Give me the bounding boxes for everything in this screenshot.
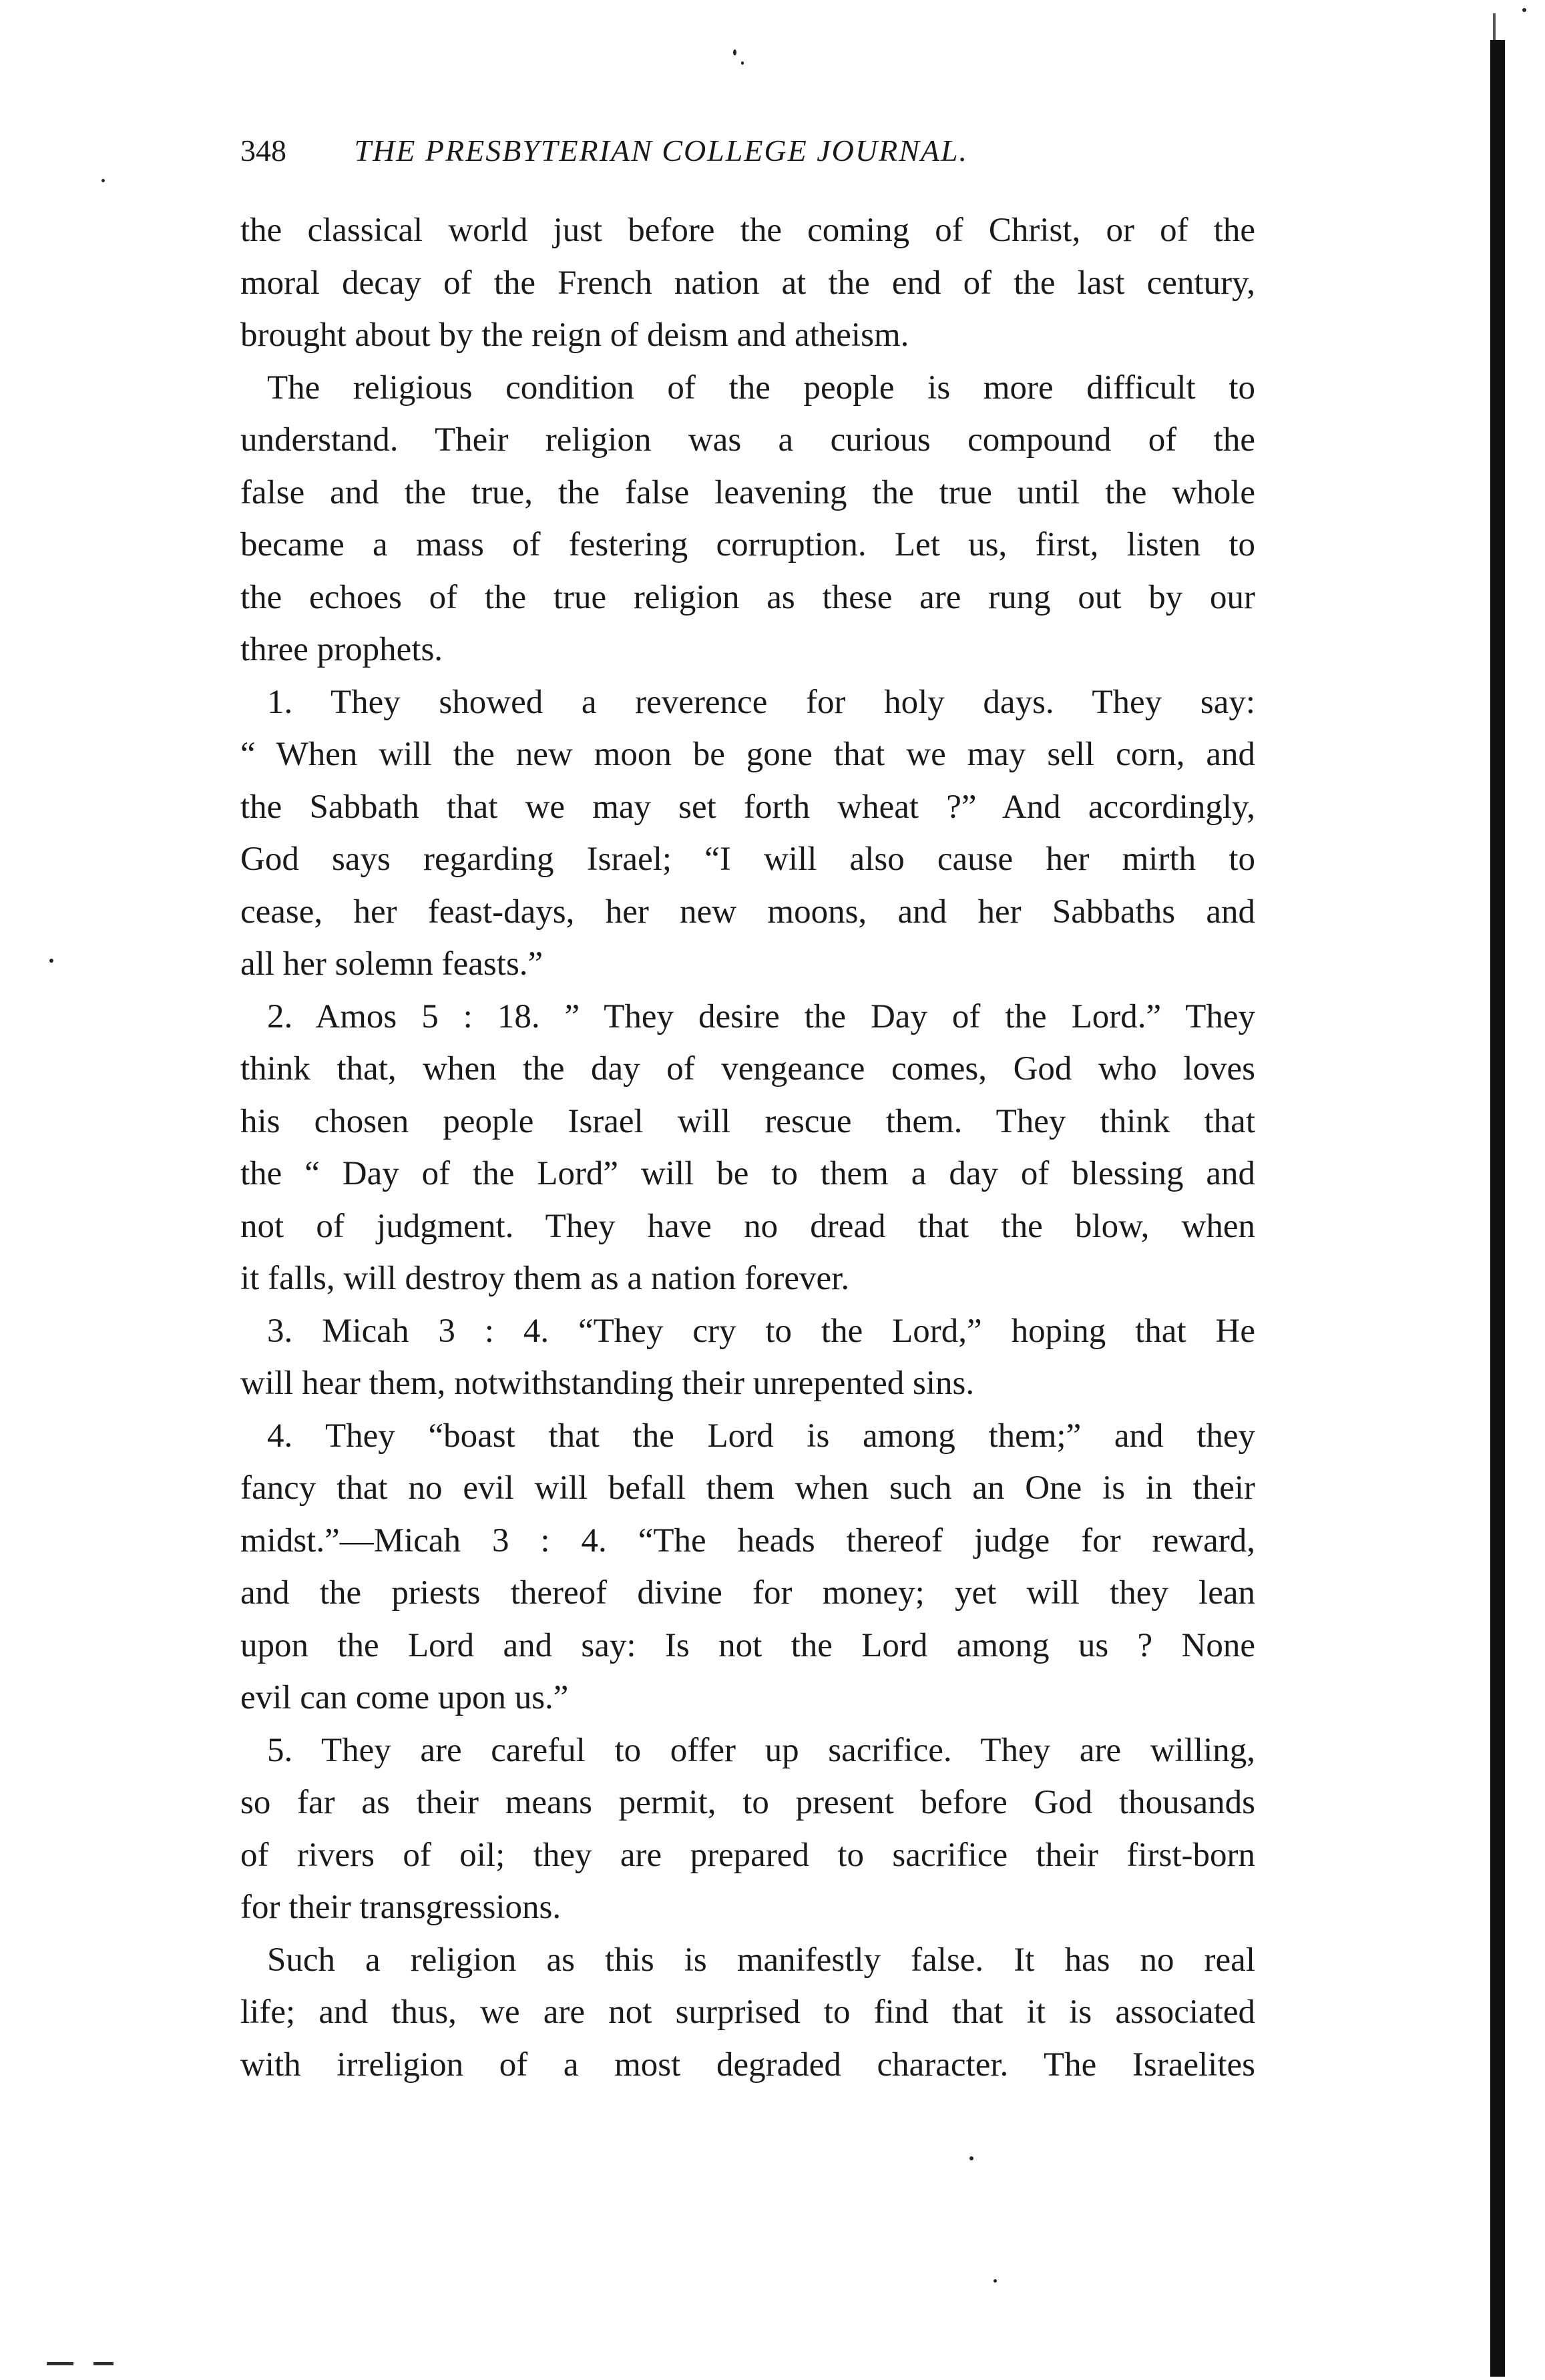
text-line: brought about by the reign of deism and atheism.: [240, 316, 909, 354]
scan-speck: [733, 49, 736, 55]
text-line: 2. Amos 5 : 18. ” They desire the Day of the Lord.” They: [267, 997, 1255, 1035]
text-line: 5. They are careful to offer up sacrifice. They are willing,: [267, 1731, 1255, 1769]
running-title: THE PRESBYTERIAN COLLEGE JOURNAL.: [354, 134, 969, 168]
text-line: so far as their means permit, to present before God thousands: [240, 1784, 1255, 1821]
text-line: the Sabbath that we may set forth wheat ?” And accordingly,: [240, 788, 1255, 826]
scan-speck: [101, 179, 105, 182]
text-line: God says regarding Israel; “I will also cause her mirth to: [240, 841, 1255, 878]
scan-speck: [741, 61, 744, 65]
text-line: 3. Micah 3 : 4. “They cry to the Lord,” hoping that He: [267, 1312, 1255, 1350]
text-line: moral decay of the French nation at the end of the last century,: [240, 264, 1255, 302]
text-line: midst.”—Micah 3 : 4. “The heads thereof judge for reward,: [240, 1521, 1255, 1560]
text-line: fancy that no evil will befall them when such an One is in their: [240, 1469, 1255, 1507]
text-line: The religious condition of the people is more difficult to: [267, 369, 1255, 407]
text-line: upon the Lord and say: Is not the Lord among us ? None: [240, 1626, 1255, 1664]
body-text: [240, 204, 1255, 2091]
scan-mark: [47, 2362, 73, 2365]
scan-binding-edge: [1490, 40, 1505, 2377]
scan-mark: [93, 2362, 114, 2365]
text-line: think that, when the day of vengeance comes, God who loves: [240, 1050, 1255, 1088]
scan-speck: [1522, 8, 1526, 12]
text-line: and the priests thereof divine for money; yet will they lean: [240, 1574, 1255, 1612]
text-line: with irreligion of a most degraded character. The Israelites: [240, 2046, 1255, 2084]
text-line: 1. They showed a reverence for holy days. They say:: [267, 683, 1255, 721]
text-line: will hear them, notwithstanding their unrepented sins.: [240, 1365, 975, 1402]
text-line: not of judgment. They have no dread that the blow, when: [240, 1207, 1255, 1245]
text-line: understand. Their religion was a curious compound of the: [240, 421, 1255, 459]
text-line: his chosen people Israel will rescue them. They think that: [240, 1102, 1255, 1140]
scan-speck: [49, 959, 53, 963]
scan-edge-mark: [1493, 13, 1496, 40]
scan-bottom-marks: [47, 2357, 147, 2361]
text-line: 4. They “boast that the Lord is among them;” and they: [267, 1417, 1255, 1455]
text-line: it falls, will destroy them as a nation forever.: [240, 1260, 850, 1297]
page-header: [240, 131, 1269, 171]
text-line: false and the true, the false leavening the true until the whole: [240, 473, 1255, 511]
text-line: became a mass of festering corruption. Let us, first, listen to: [240, 526, 1255, 563]
text-line: cease, her feast-days, her new moons, and her Sabbaths and: [240, 893, 1255, 931]
text-line: “ When will the new moon be gone that we may sell corn, and: [240, 736, 1255, 773]
text-line: for their transgressions.: [240, 1889, 562, 1926]
scan-speck: [994, 2279, 997, 2283]
text-line: life; and thus, we are not surprised to find that it is associated: [240, 1993, 1255, 2031]
text-line: of rivers of oil; they are prepared to sacrifice their first-born: [240, 1836, 1255, 1874]
text-line: evil can come upon us.”: [240, 1679, 569, 1716]
text-line: three prophets.: [240, 631, 443, 668]
text-line: the echoes of the true religion as these are rung out by our: [240, 578, 1255, 616]
text-line: the classical world just before the coming of Christ, or of the: [240, 212, 1255, 249]
text-line: the “ Day of the Lord” will be to them a day of blessing and: [240, 1155, 1255, 1192]
text-line: Such a religion as this is manifestly false. It has no real: [267, 1941, 1255, 1979]
page-number: 348: [240, 134, 286, 168]
text-line: all her solemn feasts.”: [240, 945, 543, 983]
scan-speck: [969, 2156, 973, 2160]
